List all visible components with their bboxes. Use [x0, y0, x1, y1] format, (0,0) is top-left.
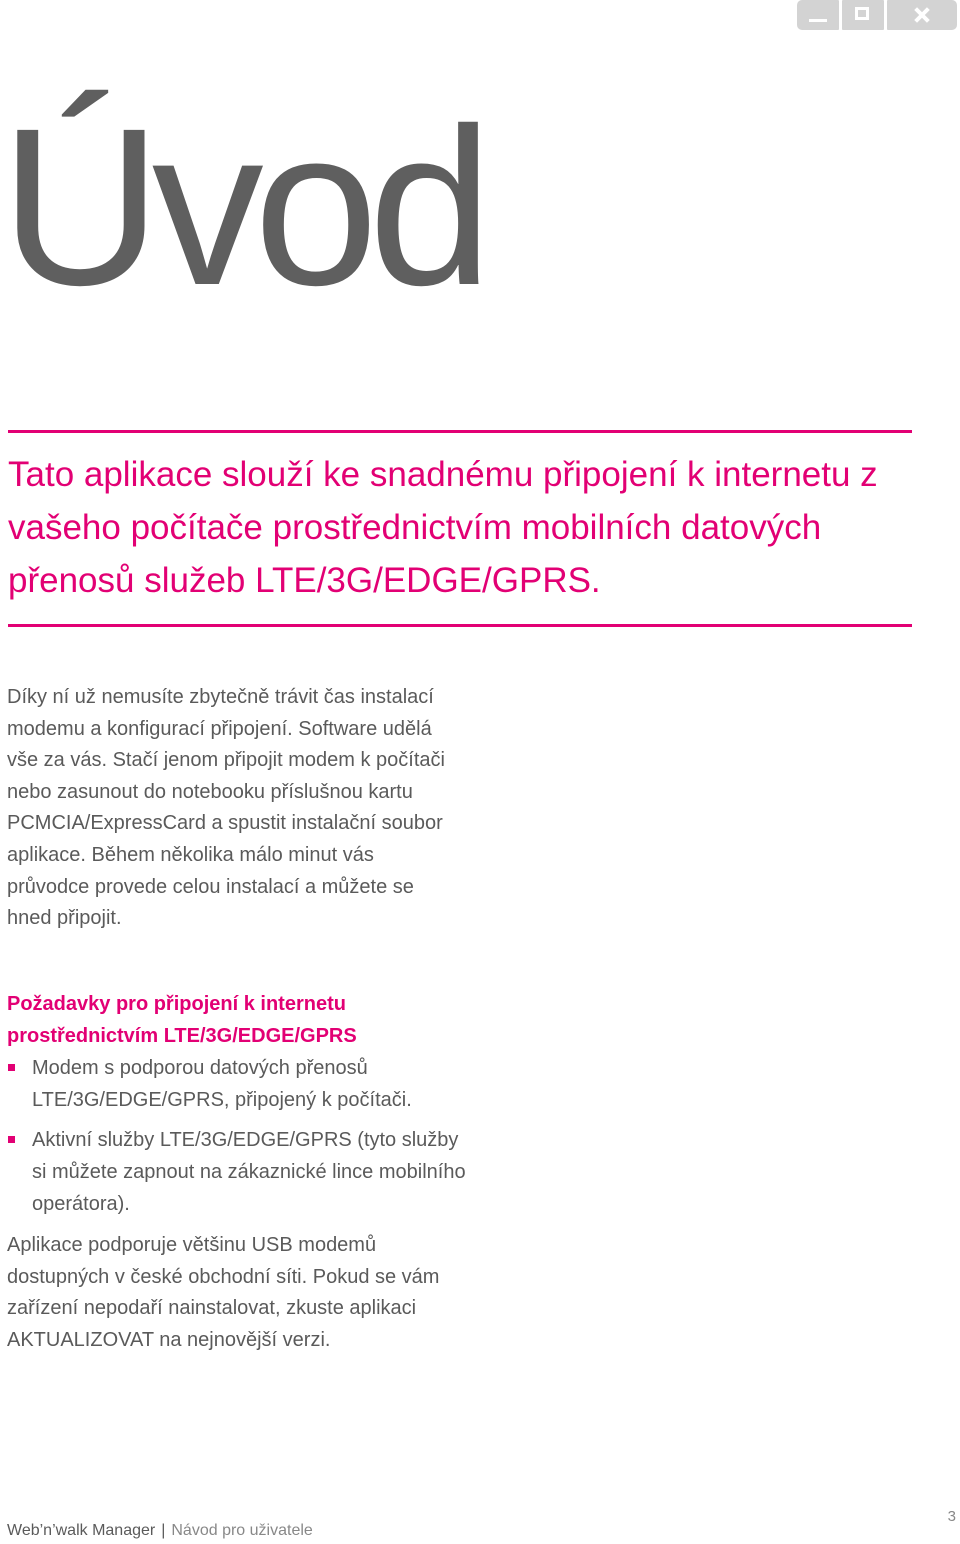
maximize-button[interactable]	[842, 0, 884, 30]
bullet-icon	[8, 1064, 15, 1071]
footer	[7, 1521, 313, 1544]
list-item-text: Modem s podporou datových přenosů LTE/3G/EDGE/GPRS, připojený k počítači.	[32, 1057, 412, 1111]
list-item-text: Aktivní služby LTE/3G/EDGE/GPRS (tyto služby si můžete zapnout na zákaznické lince mobilního operátora).	[32, 1129, 466, 1215]
window-controls	[797, 0, 957, 30]
bullet-icon	[8, 1136, 15, 1143]
divider-bottom	[8, 624, 912, 627]
list-item	[7, 1124, 467, 1220]
requirements-heading: Požadavky pro připojení k internetu prostřednictvím LTE/3G/EDGE/GPRS	[7, 993, 357, 1047]
divider-top	[8, 430, 912, 433]
page-number: 3	[947, 1508, 956, 1525]
minimize-button[interactable]	[797, 0, 839, 30]
close-button[interactable]	[887, 0, 957, 30]
intro-paragraph: Díky ní už nemusíte zbytečně trávit čas instalací modemu a konfigurací připojení. Software udělá vše za vás. Stačí jenom připojit modem k počítači nebo zasunout do notebooku příslušnou kartu PCMCIA/ExpressCard a spustit instalační soubor aplikace. Během několika málo minut vás průvodce provede celou instalací a můžete se hned připojit.	[7, 686, 445, 930]
lead-text: Tato aplikace slouží ke snadnému připojení k internetu z vašeho počítače prostřednictvím mobilních datových přenosů služeb LTE/3G/EDGE/GPRS.	[8, 455, 878, 600]
page-title: Úvod	[0, 82, 483, 332]
maximize-icon	[855, 7, 869, 20]
closing-paragraph: Aplikace podporuje většinu USB modemů dostupných v české obchodní síti. Pokud se vám zařízení nepodaří nainstalovat, zkuste aplikaci AKTUALIZOVAT na nejnovější verzi.	[7, 1234, 440, 1351]
minimize-icon	[809, 19, 827, 22]
close-icon	[887, 0, 957, 30]
requirements-list	[7, 1052, 467, 1220]
footer-app-name: Web’n’walk Manager	[7, 1522, 156, 1539]
footer-doc-name: Návod pro uživatele	[171, 1522, 313, 1539]
footer-separator: |	[161, 1522, 166, 1539]
list-item	[7, 1052, 467, 1116]
requirements-section	[7, 988, 467, 1220]
